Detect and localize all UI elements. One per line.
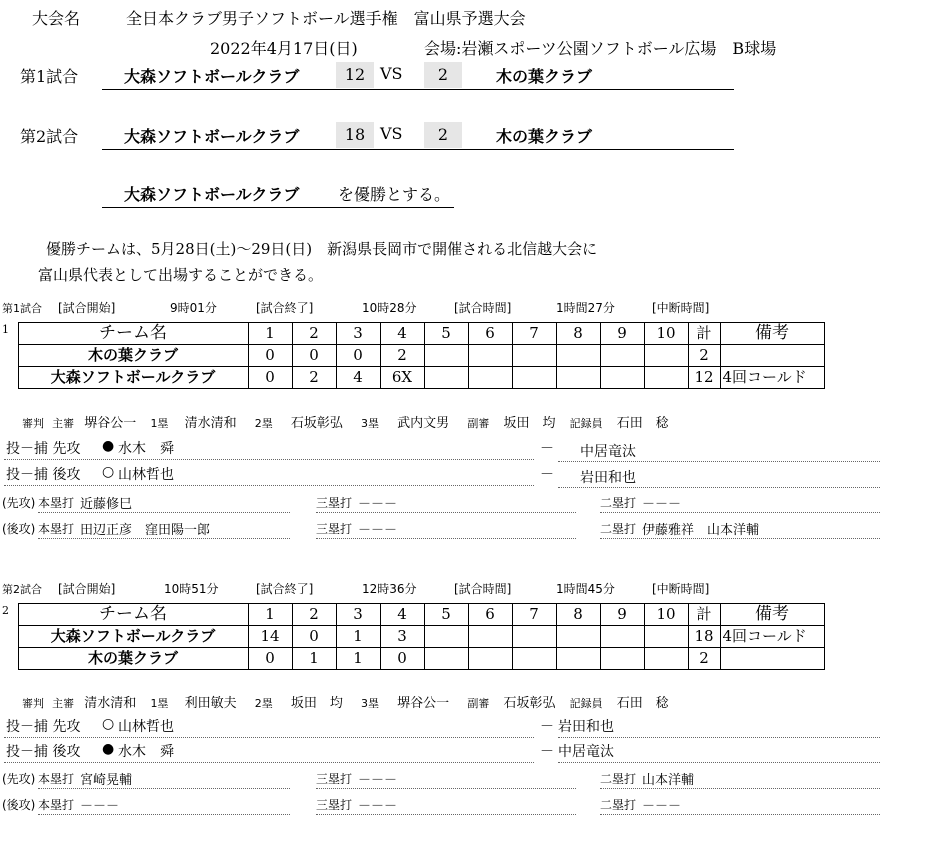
game-1-umpires bbox=[22, 412, 669, 431]
game-2-header-inning: 9 bbox=[600, 604, 644, 626]
score-cell bbox=[424, 367, 468, 389]
game-1-row-1-team: 木の葉クラブ bbox=[18, 345, 248, 367]
score-cell bbox=[644, 367, 688, 389]
dotted-line bbox=[316, 788, 576, 789]
score-cell bbox=[512, 626, 556, 648]
score-cell bbox=[424, 626, 468, 648]
game-2-battery-2-prefix: 投－捕 後攻 bbox=[6, 744, 81, 760]
game-2-score-table bbox=[2, 603, 825, 670]
score-cell bbox=[468, 367, 512, 389]
game-1-header-inning: 5 bbox=[424, 323, 468, 345]
game-1-header-inning: 10 bbox=[644, 323, 688, 345]
game-2-battery-2-pitcher: 水木 舜 bbox=[118, 744, 174, 760]
game-1-battery-2-mark: ○ bbox=[102, 464, 115, 480]
game-1-header-inning: 3 bbox=[336, 323, 380, 345]
game-2-hits-2-triple: －－－ bbox=[358, 799, 398, 814]
score-cell bbox=[644, 626, 688, 648]
plate-umpire-label: 主審 bbox=[52, 697, 75, 710]
game-2-label: 第2試合 bbox=[2, 583, 42, 596]
third-umpire: 武内文男 bbox=[397, 416, 450, 431]
game-1-header-inning: 7 bbox=[512, 323, 556, 345]
score-cell: 0 bbox=[292, 626, 336, 648]
game-1-header-notes: 備考 bbox=[720, 323, 824, 345]
sub-umpire: 石坂彰弘 bbox=[503, 696, 556, 711]
game-2-header-inning: 3 bbox=[336, 604, 380, 626]
game-2-header-inning: 5 bbox=[424, 604, 468, 626]
game-1-label: 第1試合 bbox=[2, 302, 42, 315]
game-1-header-row bbox=[2, 323, 824, 345]
sub-umpire-label: 副審 bbox=[467, 697, 490, 710]
game-1-battery-1-mark: ● bbox=[102, 438, 115, 454]
dotted-line bbox=[600, 512, 880, 513]
game-1-start-label: [試合開始] bbox=[58, 301, 116, 315]
tournament-label: 大会名 bbox=[32, 9, 81, 28]
summary-2-team-a: 大森ソフトボールクラブ bbox=[124, 127, 300, 146]
game-1-start: 9時01分 bbox=[170, 301, 217, 315]
game-2-header-team: チーム名 bbox=[18, 604, 248, 626]
total-cell: 18 bbox=[688, 626, 720, 648]
summary-1-score-b: 2 bbox=[424, 62, 462, 88]
game-1-hits-2-hr: 田辺正彦 窪田陽一郎 bbox=[80, 523, 211, 538]
dotted-line bbox=[316, 814, 576, 815]
score-cell: 0 bbox=[336, 345, 380, 367]
score-cell: 1 bbox=[336, 648, 380, 670]
recorder: 石田 稔 bbox=[616, 696, 669, 711]
game-1-hits-2-hr-label: 本塁打 bbox=[38, 522, 75, 536]
score-cell: 0 bbox=[248, 648, 292, 670]
score-cell bbox=[600, 648, 644, 670]
game-2-battery-1-dash: － bbox=[540, 719, 554, 735]
summary-1-vs: VS bbox=[380, 64, 403, 83]
total-cell: 2 bbox=[688, 648, 720, 670]
dotted-line bbox=[558, 737, 880, 738]
game-1-row-1 bbox=[2, 345, 824, 367]
game-2-battery-1-mark: ○ bbox=[102, 716, 115, 732]
game-1-battery-2-pitcher: 山林哲也 bbox=[118, 467, 174, 483]
recorder-label: 記録員 bbox=[569, 417, 603, 430]
game-1-hits-2-double-label: 二塁打 bbox=[600, 522, 637, 536]
game-2-duration-label: [試合時間] bbox=[454, 582, 512, 596]
dotted-line bbox=[4, 762, 534, 763]
score-cell bbox=[556, 367, 600, 389]
score-cell: 0 bbox=[248, 367, 292, 389]
summary-2-underline bbox=[102, 149, 734, 150]
game-1-number: 1 bbox=[2, 322, 9, 336]
game-2-hits-1-side: (先攻) bbox=[2, 772, 36, 786]
game-1-hits-1-double: －－－ bbox=[642, 497, 682, 512]
dotted-line bbox=[4, 737, 534, 738]
game-2-number: 2 bbox=[2, 603, 9, 617]
score-cell bbox=[468, 345, 512, 367]
umpire-label: 審判 bbox=[22, 417, 44, 430]
summary-2-team-b: 木の葉クラブ bbox=[496, 127, 593, 146]
score-cell bbox=[468, 648, 512, 670]
game-1-battery-1-catcher: 中居竜汰 bbox=[580, 444, 636, 460]
dotted-line bbox=[38, 788, 290, 789]
score-cell bbox=[512, 345, 556, 367]
game-1-battery-1-dash: － bbox=[540, 441, 554, 457]
recorder: 石田 稔 bbox=[616, 416, 669, 431]
game-2-header-inning: 10 bbox=[644, 604, 688, 626]
game-1-header-inning: 4 bbox=[380, 323, 424, 345]
game-1-hits-2-triple-label: 三塁打 bbox=[316, 522, 353, 536]
game-2-interruption-label: [中断時間] bbox=[652, 582, 710, 596]
score-cell bbox=[424, 648, 468, 670]
total-cell: 2 bbox=[688, 345, 720, 367]
game-1-header-inning: 1 bbox=[248, 323, 292, 345]
summary-2-score-b: 2 bbox=[424, 122, 462, 148]
game-1-duration: 1時間27分 bbox=[556, 301, 615, 315]
score-cell bbox=[556, 345, 600, 367]
game-2-battery-1-pitcher: 山林哲也 bbox=[118, 719, 174, 735]
game-1-hits-2-side: (後攻) bbox=[2, 522, 36, 536]
score-cell bbox=[556, 626, 600, 648]
dotted-line bbox=[558, 762, 880, 763]
second-umpire: 石坂彰弘 bbox=[290, 416, 343, 431]
game-1-header-team: チーム名 bbox=[18, 323, 248, 345]
game-2-hits-2-hr: －－－ bbox=[80, 799, 120, 814]
game-2-row-1-team: 大森ソフトボールクラブ bbox=[18, 626, 248, 648]
first-umpire: 清水清和 bbox=[184, 416, 237, 431]
game-1-end-label: [試合終了] bbox=[256, 301, 314, 315]
game-1-row-2 bbox=[2, 367, 824, 389]
game-1-battery-1-prefix: 投－捕 先攻 bbox=[6, 441, 81, 457]
score-cell: 0 bbox=[292, 345, 336, 367]
game-2-hits-1-triple-label: 三塁打 bbox=[316, 772, 353, 786]
game-1-header-inning: 8 bbox=[556, 323, 600, 345]
dotted-line bbox=[38, 538, 290, 539]
game-2-header-inning: 8 bbox=[556, 604, 600, 626]
match-venue: 会場:岩瀬スポーツ公園ソフトボール広場 B球場 bbox=[424, 39, 777, 58]
game-2-start-label: [試合開始] bbox=[58, 582, 116, 596]
game-2-hits-1-hr: 宮崎晃輔 bbox=[80, 773, 133, 788]
game-2-duration: 1時間45分 bbox=[556, 582, 615, 596]
plate-umpire-label: 主審 bbox=[52, 417, 75, 430]
score-cell bbox=[644, 648, 688, 670]
score-cell bbox=[512, 367, 556, 389]
game-2-start: 10時51分 bbox=[164, 582, 219, 596]
first-umpire-label: 1塁 bbox=[150, 417, 169, 430]
score-cell bbox=[512, 648, 556, 670]
summary-1-label: 第1試合 bbox=[20, 67, 79, 86]
dotted-line bbox=[38, 512, 290, 513]
sub-umpire-label: 副審 bbox=[467, 417, 490, 430]
game-2-header-total: 計 bbox=[688, 604, 720, 626]
game-1-hits-1-side: (先攻) bbox=[2, 496, 36, 510]
game-2-hits-1-hr-label: 本塁打 bbox=[38, 772, 75, 786]
game-1-hits-1-triple-label: 三塁打 bbox=[316, 496, 353, 510]
summary-2-score-a: 18 bbox=[336, 122, 374, 148]
score-cell bbox=[600, 367, 644, 389]
game-2-header-inning: 6 bbox=[468, 604, 512, 626]
score-cell: 3 bbox=[380, 626, 424, 648]
first-umpire: 利田敏夫 bbox=[184, 696, 237, 711]
score-cell: 1 bbox=[336, 626, 380, 648]
game-2-row-2-team: 木の葉クラブ bbox=[18, 648, 248, 670]
third-umpire-label: 3塁 bbox=[361, 697, 380, 710]
game-2-hits-2-triple-label: 三塁打 bbox=[316, 798, 353, 812]
score-cell: 0 bbox=[380, 648, 424, 670]
match-date: 2022年4月17日(日) bbox=[210, 39, 358, 58]
second-umpire-label: 2塁 bbox=[254, 697, 273, 710]
score-cell bbox=[644, 345, 688, 367]
game-2-header-inning: 2 bbox=[292, 604, 336, 626]
score-cell: 4 bbox=[336, 367, 380, 389]
game-2-header-inning: 4 bbox=[380, 604, 424, 626]
plate-umpire: 堺谷公一 bbox=[84, 416, 137, 431]
game-1-hits-2-triple: －－－ bbox=[358, 523, 398, 538]
summary-2-label: 第2試合 bbox=[20, 127, 79, 146]
score-cell: 14 bbox=[248, 626, 292, 648]
dotted-line bbox=[316, 538, 576, 539]
notes-cell: 4回コールド bbox=[720, 626, 824, 648]
champion-suffix: を優勝とする。 bbox=[338, 185, 451, 204]
sub-umpire: 坂田 均 bbox=[503, 416, 556, 431]
game-1-hits-1-hr-label: 本塁打 bbox=[38, 496, 75, 510]
dotted-line bbox=[38, 814, 290, 815]
dotted-line bbox=[558, 461, 880, 462]
dotted-line bbox=[4, 485, 534, 486]
notes-cell: 4回コールド bbox=[720, 367, 824, 389]
score-cell bbox=[424, 345, 468, 367]
game-1-header-total: 計 bbox=[688, 323, 720, 345]
game-2-battery-1-catcher: 岩田和也 bbox=[558, 719, 614, 735]
game-2-hits-2-double: －－－ bbox=[642, 799, 682, 814]
game-2-end-label: [試合終了] bbox=[256, 582, 314, 596]
dotted-line bbox=[4, 459, 534, 460]
game-1-score-table bbox=[2, 322, 825, 389]
notice-line-2: 富山県代表として出場することができる。 bbox=[38, 266, 324, 284]
recorder-label: 記録員 bbox=[569, 697, 603, 710]
game-2-battery-2-catcher: 中居竜汰 bbox=[558, 744, 614, 760]
game-1-header-inning: 6 bbox=[468, 323, 512, 345]
game-1-hits-1-hr: 近藤修巳 bbox=[80, 497, 133, 512]
score-cell: 2 bbox=[380, 345, 424, 367]
third-umpire: 堺谷公一 bbox=[397, 696, 450, 711]
dotted-line bbox=[600, 814, 880, 815]
third-umpire-label: 3塁 bbox=[361, 417, 380, 430]
game-2-header-inning: 7 bbox=[512, 604, 556, 626]
game-1-duration-label: [試合時間] bbox=[454, 301, 512, 315]
game-2-battery-1-prefix: 投－捕 先攻 bbox=[6, 719, 81, 735]
summary-1-underline bbox=[102, 89, 734, 90]
notes-cell bbox=[720, 648, 824, 670]
game-2-row-1 bbox=[2, 626, 824, 648]
game-2-end: 12時36分 bbox=[362, 582, 417, 596]
game-1-battery-2-prefix: 投－捕 後攻 bbox=[6, 467, 81, 483]
game-2-hits-1-triple: －－－ bbox=[358, 773, 398, 788]
score-cell bbox=[600, 345, 644, 367]
notes-cell bbox=[720, 345, 824, 367]
game-2-hits-1-double-label: 二塁打 bbox=[600, 772, 637, 786]
dotted-line bbox=[600, 788, 880, 789]
umpire-label: 審判 bbox=[22, 697, 44, 710]
champion-team: 大森ソフトボールクラブ bbox=[124, 185, 300, 204]
game-1-row-2-team: 大森ソフトボールクラブ bbox=[18, 367, 248, 389]
game-1-battery-2-dash: － bbox=[540, 467, 554, 483]
game-1-interruption-label: [中断時間] bbox=[652, 301, 710, 315]
game-1-header-inning: 9 bbox=[600, 323, 644, 345]
game-1-end: 10時28分 bbox=[362, 301, 417, 315]
game-1-header-inning: 2 bbox=[292, 323, 336, 345]
game-2-header-notes: 備考 bbox=[720, 604, 824, 626]
score-cell bbox=[556, 648, 600, 670]
game-2-hits-2-side: (後攻) bbox=[2, 798, 36, 812]
score-cell bbox=[600, 626, 644, 648]
tournament-name: 全日本クラブ男子ソフトボール選手権 富山県予選大会 bbox=[126, 9, 526, 28]
game-1-hits-1-triple: －－－ bbox=[358, 497, 398, 512]
score-cell: 0 bbox=[248, 345, 292, 367]
game-2-battery-2-dash: － bbox=[540, 744, 554, 760]
game-2-header-inning: 1 bbox=[248, 604, 292, 626]
first-umpire-label: 1塁 bbox=[150, 697, 169, 710]
game-2-header-row bbox=[2, 604, 824, 626]
plate-umpire: 清水清和 bbox=[84, 696, 137, 711]
second-umpire: 坂田 均 bbox=[290, 696, 343, 711]
dotted-line bbox=[558, 487, 880, 488]
game-2-battery-2-mark: ● bbox=[102, 741, 115, 757]
game-2-hits-2-hr-label: 本塁打 bbox=[38, 798, 75, 812]
summary-1-team-a: 大森ソフトボールクラブ bbox=[124, 67, 300, 86]
game-1-battery-1-pitcher: 水木 舜 bbox=[118, 441, 174, 457]
score-cell bbox=[468, 626, 512, 648]
second-umpire-label: 2塁 bbox=[254, 417, 273, 430]
champion-underline bbox=[102, 207, 454, 208]
game-1-battery-2-catcher: 岩田和也 bbox=[580, 470, 636, 486]
score-cell: 1 bbox=[292, 648, 336, 670]
game-2-hits-2-double-label: 二塁打 bbox=[600, 798, 637, 812]
summary-1-team-b: 木の葉クラブ bbox=[496, 67, 593, 86]
score-cell: 6X bbox=[380, 367, 424, 389]
game-2-umpires bbox=[22, 692, 669, 711]
game-2-hits-1-double: 山本洋輔 bbox=[642, 773, 695, 788]
total-cell: 12 bbox=[688, 367, 720, 389]
dotted-line bbox=[600, 538, 880, 539]
summary-2-vs: VS bbox=[380, 124, 403, 143]
dotted-line bbox=[316, 512, 576, 513]
game-1-hits-2-double: 伊藤雅祥 山本洋輔 bbox=[642, 523, 760, 538]
game-2-row-2 bbox=[2, 648, 824, 670]
score-cell: 2 bbox=[292, 367, 336, 389]
notice-line-1: 優勝チームは、5月28日(土)～29日(日) 新潟県長岡市で開催される北信越大会に bbox=[46, 240, 598, 258]
game-1-hits-1-double-label: 二塁打 bbox=[600, 496, 637, 510]
summary-1-score-a: 12 bbox=[336, 62, 374, 88]
